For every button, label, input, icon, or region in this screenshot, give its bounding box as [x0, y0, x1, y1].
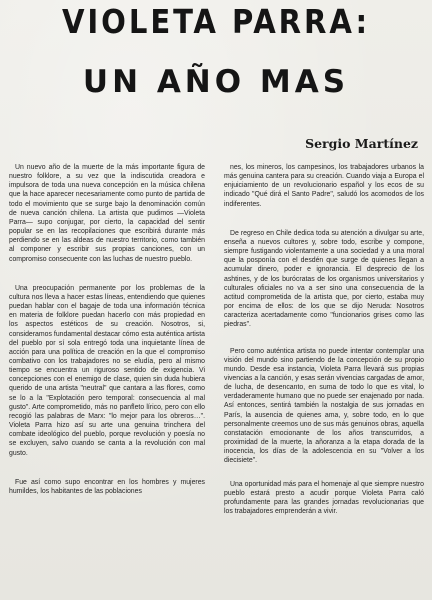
paragraph: nes, los mineros, los campesinos, los trabajadores urbanos la más genuina cantera para su creación. Cuando viaja a Europa el enjuiciamiento de un revolucionario español y los ecos de su indicado "Qué dirá el Santo Padre", saludó los acomodos de los indiferentes.: [224, 164, 424, 208]
paragraph: Fue así como supo encontrar en los hombres y mujeres humildes, los habitantes de las poblaciones: [9, 478, 205, 495]
paragraph: Pero como auténtica artista no puede intentar contemplar una visión del mundo sino partiendo de la concepción de su propio mundo. Desde esa instancia, Violeta Parra llevará sus propias vivencias a la canción, y esas serán vivencias cargadas de amor, de lucha, de desencanto, en suma de todo lo que es vital, lo verdaderamente humano que no puede ser enajenado por nada. Así entonces, sentirá también la nostalgia de sus jornadas en París, la ausencia de quienes ama, y, sobre todo, en lo que personalmente creemos uno de sus más genuinos obras, aquella constatación emocionante de los años transcurridos, a proximidad de la muerte, la añoranza a la etapa dorada de la inocencia, los días de la adolescencia en su "Volver a los diecisiete".: [224, 347, 424, 465]
text-column-left: [9, 163, 205, 595]
text-column-right: [224, 163, 424, 595]
article-title-line-2: UN AÑO MAS: [82, 64, 350, 100]
article-title-line-1: VIOLETA PARRA:: [61, 2, 371, 41]
paragraph: Un nuevo año de la muerte de la más importante figura de nuestro folklore, a su vez que la indiscutida creadora e impulsora de toda una nueva concepción en la música chilena que la hace aparecer necesariamente como punto de partida de todo el movimiento que se surge bajo la denominación común de nueva canción chilena. La artista que pudimos —Violeta Parra— supo conjugar, por cierto, la capacidad del sentir popular se en las recopilaciones que escribirá durante más perdiendo se en las aldeas de nuestro territorio, como también al componer y escribir sus propias canciones, con un compromiso consecuente con las luchas de nuestro pueblo.: [9, 164, 205, 263]
paragraph: De regreso en Chile dedica toda su atención a divulgar su arte, enseña a nuevos cultores y, sobre todo, escribe y compone, siempre fustigando violentamente a una sociedad y a una moral que la posponía con el desdén que surge de quienes llegan a acumular dinero, poder e ignorancia. El desprecio de los ashtines, y de los burócratas de los organismos universitarios y culturales oficiales no va a ser sino una consecuencia de la actitud comprometida de la artista que, por cierto, estaba muy por encima de ellos: de los que se dijo Neruda: Nosotros caracteriza acertadamente como "funcionarios grises como las piedras".: [224, 229, 424, 329]
paragraph: Una preocupación permanente por los problemas de la cultura nos lleva a hacer estas líneas, entendiendo que quienes puedan hablar con el bagaje de toda una información técnica en materia de folklore puedan hacerlo con más propiedad en los aspectos estéticos de su creación. Nosotros, si, consideramos fundamental destacar cómo esta auténtica artista del pueblo por sí sola entregó toda una inquietante línea de acción para una política de creación en la que el compromiso combativo con los trabajadores no se eludía, pero al mismo tiempo se encuentra un riguroso sentido de exigencia. Vi concepciones con el enemigo de clase, quien sin duda hubiera querido de una artista "neutral" que cantara a las flores, como se lo a la "Explotación pero temporal: consecuencia al mal gusto". Arte comprometido, más no panfleto lírico, pero con ello recogió las palabras de Marx: "lo mejor para los obreros…". Violeta Parra hizo así su arte una genuina trinchera del combate ideológico del pueblo, porque revolución y poesía no se excluyen, salvo cuando se canta a la revolución con mal gusto.: [9, 284, 205, 457]
paragraph: Una oportunidad más para el homenaje al que siempre nuestro pueblo estará presto a acudir porque Violeta Parra caló profundamente para las grandes jornadas revolucionarias que los trabajadores emprenderán a vivir.: [224, 480, 424, 515]
article-byline: Sergio Martínez: [305, 136, 418, 151]
